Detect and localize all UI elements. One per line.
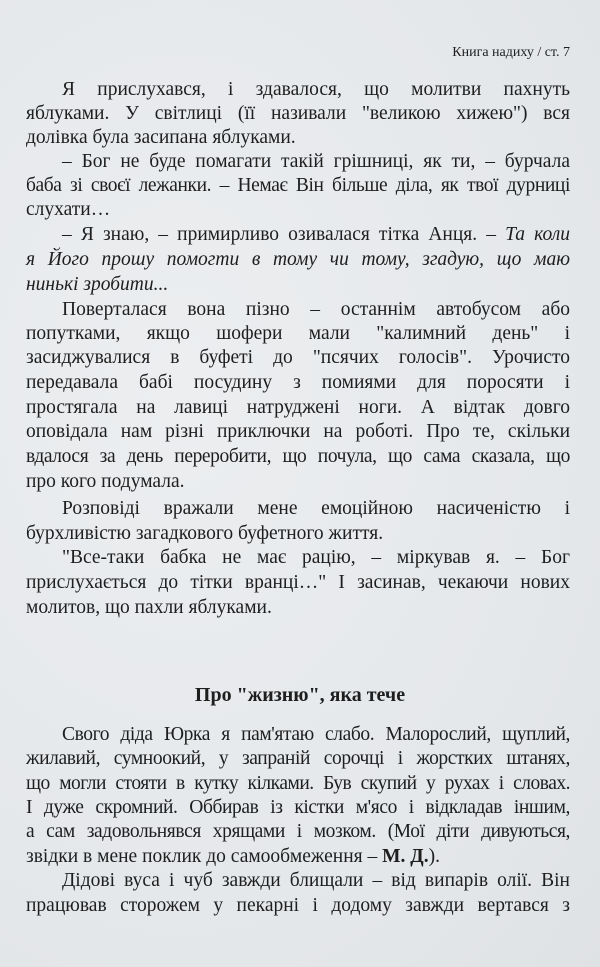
text-line: бурхливістю загадкового буфетного життя. — [26, 523, 384, 544]
text-line — [62, 223, 570, 247]
text-line: Розповіді вражали мене емоційною насиченістю і — [62, 498, 570, 519]
text-line: долівка була засипана яблуками. — [26, 127, 296, 148]
text-run: – Я знаю, – примирливо озивалася тітка Анця. – — [62, 224, 496, 245]
text-line: оповідала нам різні приключки на роботі. Про те, скільки — [26, 421, 570, 442]
section-heading: Про "жизню", яка тече — [194, 684, 406, 706]
text-line: молитов, що пахли яблуками. — [26, 597, 272, 618]
text-line: Дідові вуса і чуб завжди блищали – від випарів олії. Він — [62, 870, 570, 891]
text-line: що могли стояти в кутку кілками. Був скупий у рухах і словах. — [26, 773, 570, 794]
text-line: простягала на лавиці натруджені ноги. А відтак довго — [26, 397, 570, 418]
text-line: працював сторожем у пекарні і додому завжди вертався з — [26, 895, 570, 916]
italic-run: Та коли — [505, 224, 571, 245]
text-line: "Все-таки бабка не має рацію, – міркував я. – Бог — [62, 547, 570, 568]
running-header: Книга надиху / ст. 7 — [452, 45, 570, 60]
text-line: прислухається до тітки вранці…" І засинав, чекаючи нових — [26, 572, 570, 593]
text-line: нинькі зробити... — [26, 274, 169, 295]
text-line: передавала бабі посудину з помиями для поросяти і — [26, 372, 570, 393]
text-run: ). — [428, 846, 440, 867]
text-line: Я прислухався, і здавалося, що молитви пахнуть — [62, 79, 570, 100]
bold-initials: М. Д. — [382, 846, 429, 867]
text-line: жилавий, сумноокий, у запраній сорочці і жорстких штанях, — [26, 748, 570, 769]
text-line: а сам задовольнявся хрящами і мозком. (Мої діти дивуються, — [26, 821, 570, 842]
text-line: вдалося за день переробити, що почула, що сама сказала, що — [26, 446, 570, 467]
text-line: попутками, якщо шофери мали "калимний день" і — [26, 323, 570, 344]
text-line: засиджувалися в буфеті до "псячих голосів". Урочисто — [26, 347, 570, 368]
text-run: звідки в мене поклик до самообмеження – — [26, 846, 378, 867]
text-line: яблуками. У світлиці (її називали "великою хижею") вся — [26, 103, 570, 124]
text-line: Свого діда Юрка я пам'ятаю слабо. Малорослий, щуплий, — [62, 724, 570, 745]
text-line: слухати… — [26, 199, 111, 220]
text-line — [26, 845, 570, 869]
text-line: Поверталася вона пізно – останнім автобусом або — [62, 299, 570, 320]
text-line: баба зі своєї лежанки. – Немає Він більше діла, як твої дурниці — [26, 175, 570, 196]
text-line: І дуже скромний. Оббирав із кістки м'ясо і відкладав іншим, — [26, 797, 570, 818]
text-line: – Бог не буде помагати такій грішниці, як ти, – бурчала — [62, 151, 570, 172]
text-line: про кого подумала. — [26, 471, 185, 492]
text-line: я Його прошу помогти в тому чи тому, згадую, що маю — [26, 249, 570, 270]
